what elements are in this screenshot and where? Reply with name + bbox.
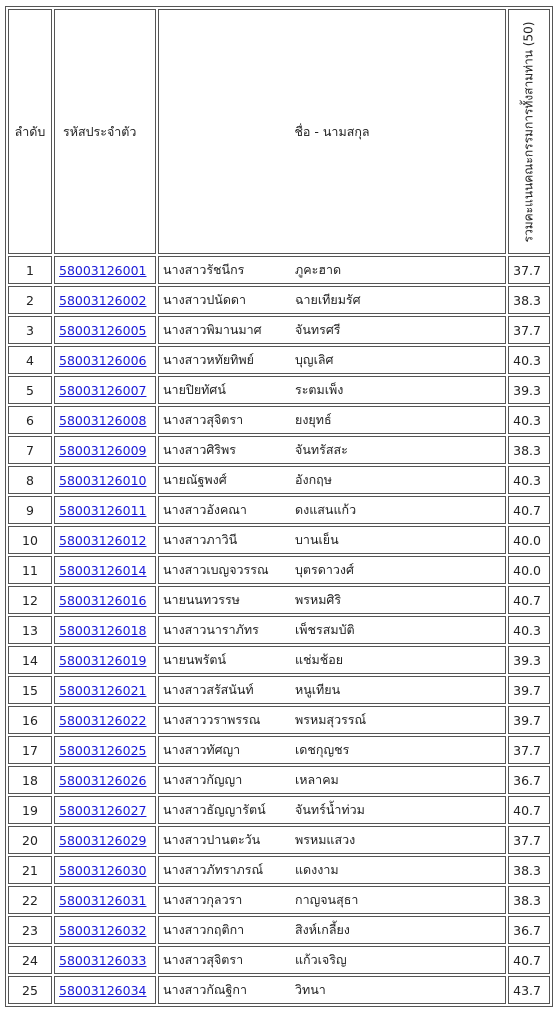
row-student-id-cell	[54, 946, 156, 974]
table-row	[8, 466, 550, 494]
row-total-score: 40.3	[508, 616, 550, 644]
row-first-name: นายปิยทัศน์	[163, 382, 226, 397]
row-student-id-cell	[54, 856, 156, 884]
row-total-score: 39.3	[508, 376, 550, 404]
student-id-link[interactable]: 58003126009	[59, 442, 147, 458]
row-last-name: ภูคะฮาด	[295, 262, 342, 277]
header-total-score: รวมคะแนนคณะกรรมการทั้งสามท่าน (50)	[521, 21, 536, 242]
row-last-name: สิงห์เกลี้ยง	[295, 922, 350, 937]
row-last-name: ฉายเทียมรัศ	[295, 292, 361, 307]
row-full-name-cell	[158, 556, 506, 584]
row-order: 9	[8, 496, 52, 524]
row-total-score: 40.3	[508, 346, 550, 374]
header-order: ลำดับ	[8, 9, 52, 254]
row-order: 25	[8, 976, 52, 1004]
table-row	[8, 436, 550, 464]
row-first-name: นางสาวปานตะวัน	[163, 832, 261, 847]
row-full-name-cell	[158, 286, 506, 314]
row-full-name-cell	[158, 736, 506, 764]
header-total-score-wrap	[509, 10, 549, 253]
row-order: 4	[8, 346, 52, 374]
row-full-name-cell	[158, 676, 506, 704]
row-first-name: นางสาวเบญจวรรณ	[163, 562, 269, 577]
row-order: 15	[8, 676, 52, 704]
student-id-link[interactable]: 58003126007	[59, 382, 147, 398]
student-id-link[interactable]: 58003126019	[59, 652, 147, 668]
table-row	[8, 556, 550, 584]
row-student-id-cell	[54, 796, 156, 824]
table-row	[8, 766, 550, 794]
table-row	[8, 796, 550, 824]
row-total-score: 40.0	[508, 556, 550, 584]
row-first-name: นางสาวอังคณา	[163, 502, 247, 517]
row-full-name-cell	[158, 316, 506, 344]
row-full-name-cell	[158, 586, 506, 614]
student-id-link[interactable]: 58003126016	[59, 592, 147, 608]
row-full-name-cell	[158, 946, 506, 974]
table-row	[8, 976, 550, 1004]
row-full-name-cell	[158, 766, 506, 794]
student-id-link[interactable]: 58003126014	[59, 562, 147, 578]
row-last-name: แช่มช้อย	[295, 652, 344, 667]
row-last-name: กาญจนสุธา	[295, 892, 359, 907]
student-id-link[interactable]: 58003126032	[59, 922, 147, 938]
row-first-name: นางสาววราพรรณ	[163, 712, 261, 727]
row-first-name: นางสาวหทัยทิพย์	[163, 352, 254, 367]
table-row	[8, 406, 550, 434]
row-full-name-cell	[158, 826, 506, 854]
row-student-id-cell	[54, 256, 156, 284]
row-order: 13	[8, 616, 52, 644]
row-order: 20	[8, 826, 52, 854]
table-row	[8, 256, 550, 284]
row-last-name: บุญเลิศ	[295, 352, 334, 367]
row-full-name-cell	[158, 976, 506, 1004]
row-last-name: แดงงาม	[295, 862, 339, 877]
row-first-name: นางสาวกฤติกา	[163, 922, 245, 937]
table-row	[8, 616, 550, 644]
student-id-link[interactable]: 58003126006	[59, 352, 147, 368]
student-id-link[interactable]: 58003126021	[59, 682, 147, 698]
row-first-name: นางสาวรัชนีกร	[163, 262, 245, 277]
table-row	[8, 496, 550, 524]
row-full-name-cell	[158, 256, 506, 284]
table-body	[8, 256, 550, 1004]
row-total-score: 40.3	[508, 466, 550, 494]
row-student-id-cell	[54, 976, 156, 1004]
row-student-id-cell	[54, 376, 156, 404]
table-row	[8, 286, 550, 314]
row-order: 8	[8, 466, 52, 494]
table-row	[8, 826, 550, 854]
row-total-score: 37.7	[508, 316, 550, 344]
row-first-name: นางสาวนาราภัทร	[163, 622, 259, 637]
score-table	[5, 6, 553, 1007]
row-order: 11	[8, 556, 52, 584]
row-first-name: นางสาวกุลวรา	[163, 892, 243, 907]
row-first-name: นางสาวกัญญา	[163, 772, 243, 787]
row-order: 16	[8, 706, 52, 734]
row-last-name: พรหมศิริ	[295, 592, 342, 607]
header-total-score-cell	[508, 9, 550, 254]
row-order: 3	[8, 316, 52, 344]
row-order: 12	[8, 586, 52, 614]
row-last-name: อังกฤษ	[295, 472, 332, 487]
student-id-link[interactable]: 58003126025	[59, 742, 147, 758]
row-last-name: ดงแสนแก้ว	[295, 502, 357, 517]
row-last-name: พรหมแสวง	[295, 832, 356, 847]
row-order: 2	[8, 286, 52, 314]
row-student-id-cell	[54, 466, 156, 494]
row-total-score: 40.0	[508, 526, 550, 554]
row-student-id-cell	[54, 766, 156, 794]
table-row	[8, 706, 550, 734]
row-full-name-cell	[158, 406, 506, 434]
row-last-name: จันทร์น้ำท่วม	[295, 802, 365, 817]
row-first-name: นางสาวสุจิตรา	[163, 412, 244, 427]
row-order: 19	[8, 796, 52, 824]
row-student-id-cell	[54, 346, 156, 374]
row-order: 7	[8, 436, 52, 464]
row-student-id-cell	[54, 496, 156, 524]
row-student-id-cell	[54, 646, 156, 674]
table-row	[8, 646, 550, 674]
table-row	[8, 346, 550, 374]
row-first-name: นางสาวสุจิตรา	[163, 952, 244, 967]
student-id-link[interactable]: 58003126005	[59, 322, 147, 338]
row-order: 18	[8, 766, 52, 794]
row-total-score: 39.7	[508, 706, 550, 734]
student-id-link[interactable]: 58003126022	[59, 712, 147, 728]
row-student-id-cell	[54, 736, 156, 764]
row-full-name-cell	[158, 646, 506, 674]
row-full-name-cell	[158, 796, 506, 824]
row-total-score: 40.7	[508, 586, 550, 614]
table-row	[8, 316, 550, 344]
row-last-name: วิทนา	[295, 982, 326, 997]
student-id-link[interactable]: 58003126018	[59, 622, 147, 638]
student-id-link[interactable]: 58003126027	[59, 802, 147, 818]
row-total-score: 40.7	[508, 496, 550, 524]
row-full-name-cell	[158, 616, 506, 644]
table-row	[8, 946, 550, 974]
row-last-name: หนูเทียน	[295, 682, 341, 697]
student-id-link[interactable]: 58003126001	[59, 262, 147, 278]
row-student-id-cell	[54, 436, 156, 464]
row-order: 21	[8, 856, 52, 884]
student-id-link[interactable]: 58003126033	[59, 952, 147, 968]
row-last-name: เพ็ชรสมบัติ	[295, 622, 355, 637]
row-first-name: นางสาวพิมานมาศ	[163, 322, 262, 337]
row-total-score: 38.3	[508, 886, 550, 914]
row-student-id-cell	[54, 616, 156, 644]
table-row	[8, 526, 550, 554]
row-first-name: นายนนทวรรษ	[163, 592, 240, 607]
row-order: 22	[8, 886, 52, 914]
row-total-score: 37.7	[508, 826, 550, 854]
table-row	[8, 916, 550, 944]
row-first-name: นางสาวภัทราภรณ์	[163, 862, 264, 877]
student-id-link[interactable]: 58003126008	[59, 412, 147, 428]
row-total-score: 39.7	[508, 676, 550, 704]
row-last-name: บุตรดาวงศ์	[295, 562, 354, 577]
row-student-id-cell	[54, 316, 156, 344]
row-last-name: จันทรัสสะ	[295, 442, 348, 457]
row-first-name: นางสาวธัญญารัตน์	[163, 802, 266, 817]
row-student-id-cell	[54, 556, 156, 584]
row-last-name: แก้วเจริญ	[295, 952, 347, 967]
header-student-id: รหัสประจำตัว	[54, 9, 156, 254]
row-total-score: 38.3	[508, 856, 550, 884]
row-full-name-cell	[158, 346, 506, 374]
row-order: 23	[8, 916, 52, 944]
row-first-name: นางสาวปนัดดา	[163, 292, 247, 307]
row-order: 24	[8, 946, 52, 974]
row-full-name-cell	[158, 886, 506, 914]
row-total-score: 38.3	[508, 436, 550, 464]
row-total-score: 39.3	[508, 646, 550, 674]
table-row	[8, 736, 550, 764]
row-student-id-cell	[54, 706, 156, 734]
row-total-score: 40.7	[508, 946, 550, 974]
row-last-name: บานเย็น	[295, 532, 339, 547]
student-id-link[interactable]: 58003126012	[59, 532, 147, 548]
row-student-id-cell	[54, 526, 156, 554]
row-first-name: นางสาวทัศญา	[163, 742, 241, 757]
row-total-score: 36.7	[508, 766, 550, 794]
row-student-id-cell	[54, 886, 156, 914]
header-row	[8, 9, 550, 254]
row-first-name: นายณัฐพงศ์	[163, 472, 227, 487]
row-full-name-cell	[158, 856, 506, 884]
table-header	[8, 9, 550, 254]
row-order: 1	[8, 256, 52, 284]
row-full-name-cell	[158, 526, 506, 554]
row-student-id-cell	[54, 916, 156, 944]
student-id-link[interactable]: 58003126002	[59, 292, 147, 308]
row-full-name-cell	[158, 466, 506, 494]
row-full-name-cell	[158, 706, 506, 734]
row-first-name: นางสาวศิริพร	[163, 442, 236, 457]
row-student-id-cell	[54, 676, 156, 704]
student-id-link[interactable]: 58003126034	[59, 982, 147, 998]
row-first-name: นางสาวสรัสนันท์	[163, 682, 254, 697]
row-order: 17	[8, 736, 52, 764]
row-total-score: 40.7	[508, 796, 550, 824]
row-order: 14	[8, 646, 52, 674]
row-last-name: ระตมเพ็ง	[295, 382, 344, 397]
student-id-link[interactable]: 58003126010	[59, 472, 147, 488]
table-row	[8, 376, 550, 404]
row-student-id-cell	[54, 406, 156, 434]
row-full-name-cell	[158, 916, 506, 944]
row-full-name-cell	[158, 376, 506, 404]
table-row	[8, 676, 550, 704]
table-row	[8, 886, 550, 914]
student-id-link[interactable]: 58003126026	[59, 772, 147, 788]
row-first-name: นางสาวกัณฐิกา	[163, 982, 247, 997]
row-total-score: 37.7	[508, 736, 550, 764]
row-order: 6	[8, 406, 52, 434]
row-full-name-cell	[158, 436, 506, 464]
row-total-score: 38.3	[508, 286, 550, 314]
row-last-name: ยงยุทธ์	[295, 412, 332, 427]
row-full-name-cell	[158, 496, 506, 524]
row-last-name: จันทรศรี	[295, 322, 341, 337]
row-total-score: 43.7	[508, 976, 550, 1004]
header-full-name: ชื่อ - นามสกุล	[158, 9, 506, 254]
row-first-name: นางสาวภาวินี	[163, 532, 238, 547]
row-order: 5	[8, 376, 52, 404]
row-student-id-cell	[54, 826, 156, 854]
row-last-name: เหลาคม	[295, 772, 339, 787]
row-student-id-cell	[54, 286, 156, 314]
student-id-link[interactable]: 58003126029	[59, 832, 147, 848]
table-row	[8, 586, 550, 614]
row-last-name: เดชกุญชร	[295, 742, 350, 757]
student-id-link[interactable]: 58003126031	[59, 892, 147, 908]
student-id-link[interactable]: 58003126011	[59, 502, 147, 518]
row-first-name: นายนพรัตน์	[163, 652, 227, 667]
row-order: 10	[8, 526, 52, 554]
row-total-score: 37.7	[508, 256, 550, 284]
row-total-score: 40.3	[508, 406, 550, 434]
row-total-score: 36.7	[508, 916, 550, 944]
student-id-link[interactable]: 58003126030	[59, 862, 147, 878]
row-student-id-cell	[54, 586, 156, 614]
row-last-name: พรหมสุวรรณ์	[295, 712, 367, 727]
table-row	[8, 856, 550, 884]
